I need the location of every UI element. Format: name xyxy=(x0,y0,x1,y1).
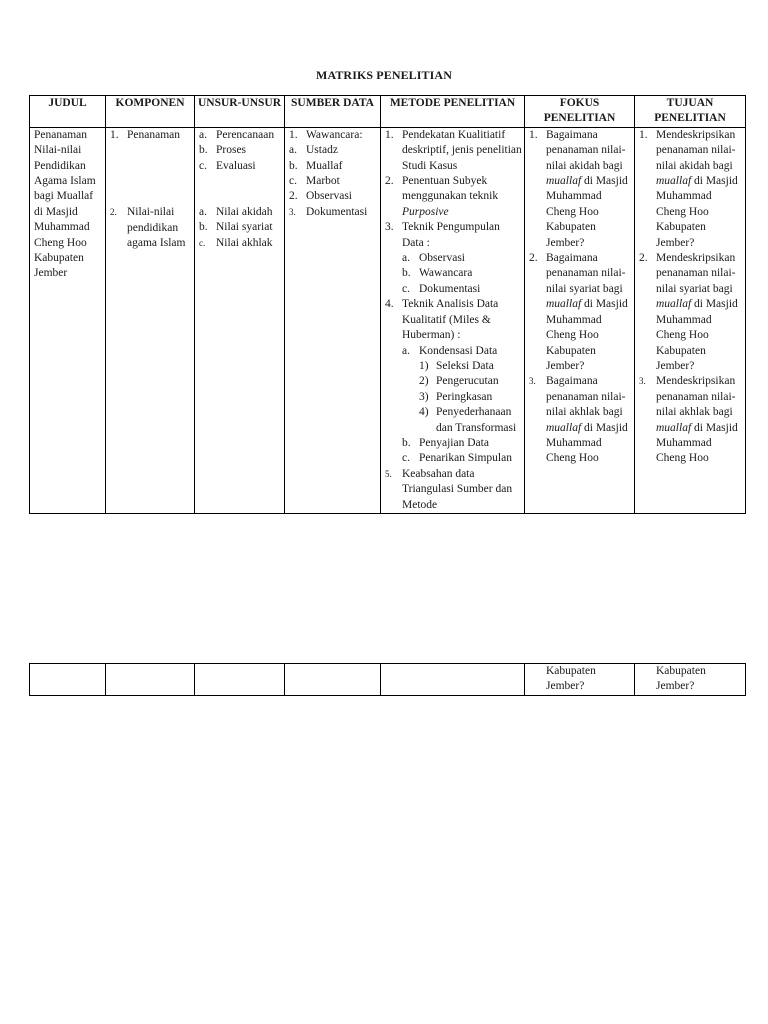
list-item: 1. Penanaman xyxy=(110,128,181,141)
list-item: 4. Teknik Analisis Data Kualitatif (Miles & Huberman) : a. Kondensasi Data 1) Seleksi Data 2) Pengerucutan 3) Peringkasan 4) Penyederhanaan dan Transformasi b. Penyajian Data c. Penarikan Simpulan xyxy=(385,297,522,466)
judul-text: Penanaman Nilai-nilai Pendidikan Agama Islam bagi Muallaf di Masjid Muhammad Cheng Hoo Kabupaten Jember xyxy=(34,128,96,280)
list-item: b. Wawancara xyxy=(402,267,473,280)
list-item: c. Dokumentasi xyxy=(402,282,481,295)
empty-cell xyxy=(195,664,285,696)
list-item: b. Penyajian Data xyxy=(402,436,489,449)
list-item: 4) Penyederhanaan dan Transformasi xyxy=(419,406,517,434)
empty-cell xyxy=(381,664,525,696)
list-item: a. Observasi xyxy=(402,252,465,265)
table-row xyxy=(30,664,746,696)
list-item: 1. Bagaimana penanaman nilai-nilai akidah bagi muallaf di Masjid Muhammad Cheng Hoo Kabupaten Jember? xyxy=(529,128,628,249)
list-item: 1. Pendekatan Kualitiatif deskriptif, jenis penelitian Studi Kasus xyxy=(385,128,522,172)
empty-cell xyxy=(30,664,106,696)
empty-cell xyxy=(285,664,381,696)
header-komponen: KOMPONEN xyxy=(106,96,195,128)
list-item: 1. Wawancara: xyxy=(289,128,363,141)
judul-cell xyxy=(30,127,106,513)
list-item: c. Penarikan Simpulan xyxy=(402,452,512,465)
tujuan-cell xyxy=(635,127,746,513)
list-item: a. Perencanaan xyxy=(199,128,275,141)
list-item: 3. Mendeskripsikan penanaman nilai-nilai akhlak bagi muallaf di Masjid Muhammad Cheng Hoo xyxy=(639,375,738,465)
table-row xyxy=(30,127,746,513)
list-item: a. Ustadz xyxy=(289,144,338,157)
list-item: b. Muallaf xyxy=(289,159,343,172)
header-unsur: UNSUR-UNSUR xyxy=(195,96,285,128)
list-item: c. Marbot xyxy=(289,175,340,188)
header-row xyxy=(30,96,746,128)
list-item: 2. Mendeskripsikan penanaman nilai-nilai syariat bagi muallaf di Masjid Muhammad Cheng Hoo Kabupaten Jember? xyxy=(639,252,738,372)
list-item: 2. Penentuan Subyek menggunakan teknik Purposive xyxy=(385,175,499,218)
header-judul: JUDUL xyxy=(30,96,106,128)
header-fokus: FOKUS PENELITIAN xyxy=(525,96,635,128)
list-item: 2. Nilai-nilai pendidikan agama Islam xyxy=(110,206,186,250)
list-item: 3) Peringkasan xyxy=(419,390,493,403)
fokus-continuation-text: Kabupaten Jember? xyxy=(546,665,596,693)
list-item: 2) Pengerucutan xyxy=(419,375,499,388)
continuation-table xyxy=(29,663,746,696)
tujuan-continuation-text: Kabupaten Jember? xyxy=(656,665,706,693)
list-item: 3. Dokumentasi xyxy=(289,205,368,218)
list-item: b. Proses xyxy=(199,144,247,157)
tujuan-continuation-cell xyxy=(635,664,746,696)
list-item: a. Kondensasi Data 1) Seleksi Data 2) Pengerucutan 3) Peringkasan 4) Penyederhanaan dan Transformasi xyxy=(402,344,522,436)
header-sumber: SUMBER DATA xyxy=(285,96,381,128)
list-item: a. Nilai akidah xyxy=(199,206,273,219)
research-matrix-table xyxy=(29,95,746,514)
list-item: 1. Mendeskripsikan penanaman nilai-nilai akidah bagi muallaf di Masjid Muhammad Cheng Hoo Kabupaten Jember? xyxy=(639,128,738,249)
list-item: c. Nilai akhlak xyxy=(199,236,273,249)
fokus-cell xyxy=(525,127,635,513)
header-tujuan: TUJUAN PENELITIAN xyxy=(635,96,746,128)
list-item: 3. Bagaimana penanaman nilai-nilai akhlak bagi muallaf di Masjid Muhammad Cheng Hoo xyxy=(529,375,628,465)
sumber-cell xyxy=(285,127,381,513)
list-item: 3. Teknik Pengumpulan Data : a. Observasi b. Wawancara c. Dokumentasi xyxy=(385,220,522,297)
header-metode: METODE PENELITIAN xyxy=(381,96,525,128)
fokus-continuation-cell xyxy=(525,664,635,696)
komponen-cell xyxy=(106,127,195,513)
list-item: c. Evaluasi xyxy=(199,159,256,172)
list-item: 2. Observasi xyxy=(289,190,352,203)
list-item: 5. Keabsahan data Triangulasi Sumber dan Metode xyxy=(385,467,513,511)
list-item: 2. Bagaimana penanaman nilai-nilai syariat bagi muallaf di Masjid Muhammad Cheng Hoo Kabupaten Jember? xyxy=(529,252,628,372)
list-item: 1) Seleksi Data xyxy=(419,359,494,372)
page-title: MATRIKS PENELITIAN xyxy=(316,68,452,82)
metode-cell xyxy=(381,127,525,513)
list-item: b. Nilai syariat xyxy=(199,221,273,234)
unsur-cell xyxy=(195,127,285,513)
empty-cell xyxy=(106,664,195,696)
